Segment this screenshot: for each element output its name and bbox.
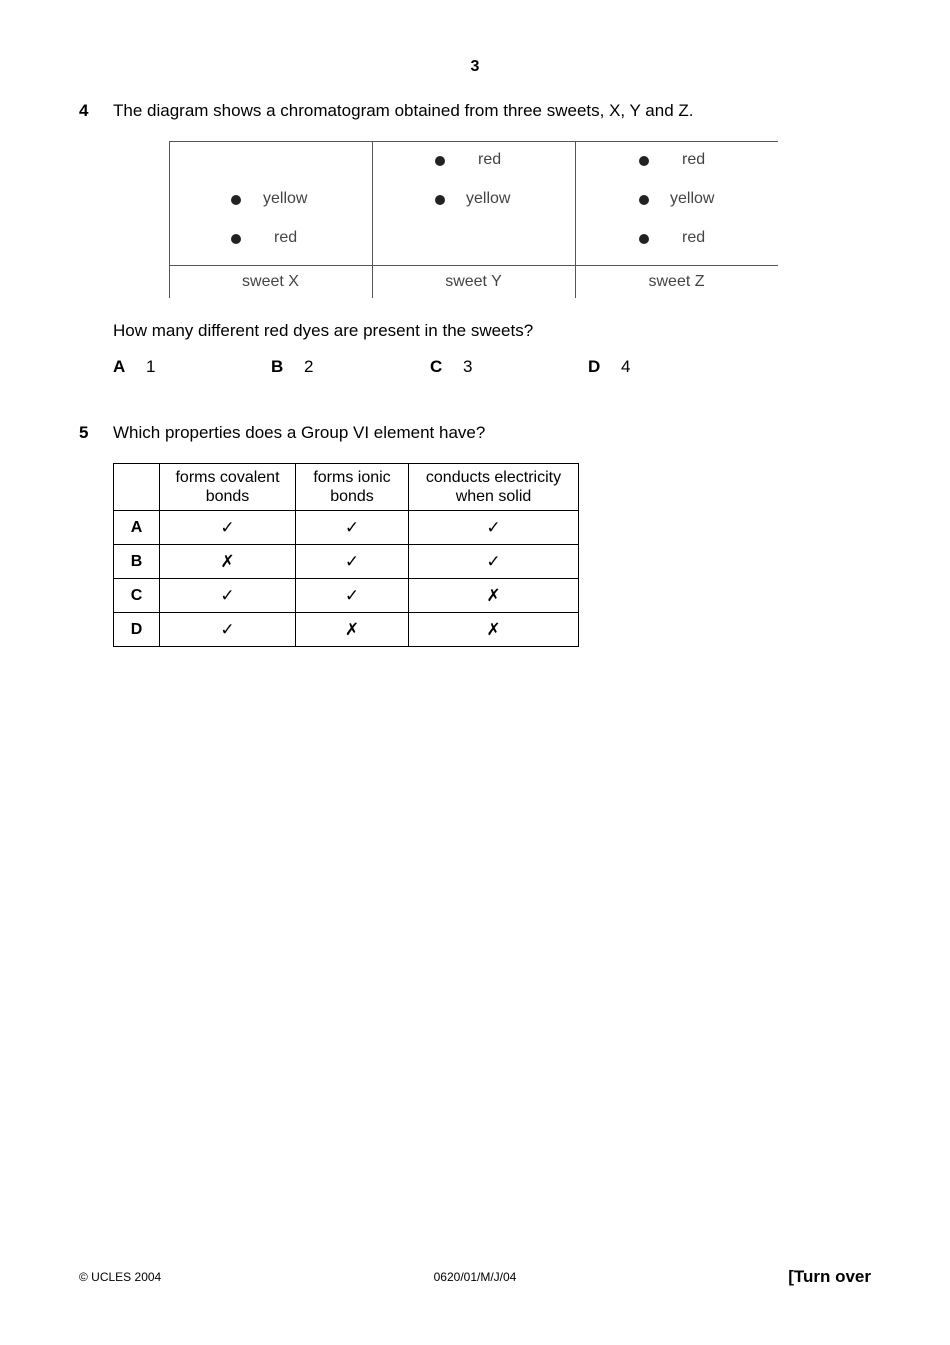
cell-a-conducts: ✓ [409, 511, 579, 545]
cell-b-conducts: ✓ [409, 545, 579, 579]
option-a-letter: A [113, 357, 126, 376]
sweet-x-yellow-spot [231, 195, 241, 205]
cell-d-covalent: ✓ [160, 613, 296, 647]
question-4-prompt: How many different red dyes are present in the sweets? [113, 321, 534, 340]
properties-header-row [114, 464, 579, 511]
table-row [114, 511, 579, 545]
properties-corner-cell [114, 464, 160, 511]
header-conducts-line-2: when solid [455, 488, 532, 505]
option-d-value: 4 [621, 357, 631, 376]
option-c[interactable] [430, 357, 472, 377]
page-number: 3 [470, 58, 480, 75]
turn-over-label: [Turn over [788, 1267, 871, 1286]
option-d[interactable] [588, 357, 630, 377]
cell-d-conducts: ✗ [409, 613, 579, 647]
cell-a-ionic: ✓ [296, 511, 409, 545]
sweet-x-red-spot [231, 234, 241, 244]
question-5-number: 5 [79, 423, 89, 442]
option-a[interactable] [113, 357, 155, 377]
question-5-text: Which properties does a Group VI element have? [113, 423, 486, 442]
row-label-d: D [114, 613, 160, 647]
header-ionic-line-1: forms ionic [313, 469, 391, 486]
header-ionic-line-2: bonds [330, 488, 374, 505]
row-label-b: B [114, 545, 160, 579]
option-d-letter: D [588, 357, 601, 376]
chromatogram-baseline [169, 265, 778, 266]
sweet-z-top-label: red [682, 151, 706, 168]
row-label-a: A [114, 511, 160, 545]
header-forms-ionic-bonds [296, 464, 409, 511]
sweet-y-top-label: red [478, 151, 502, 168]
sweet-z-red-spot-top [639, 156, 649, 166]
sweet-z-red-spot-bottom [639, 234, 649, 244]
option-a-value: 1 [146, 357, 156, 376]
chromatogram [169, 141, 778, 298]
footer-paper-code: 0620/01/M/J/04 [433, 1270, 517, 1284]
header-conducts-line-1: conducts electricity [425, 469, 562, 486]
cell-c-covalent: ✓ [160, 579, 296, 613]
sweet-y-red-spot [435, 156, 445, 166]
sweet-y-label: sweet Y [445, 273, 502, 290]
header-conducts-electricity [409, 464, 579, 511]
row-label-c: C [114, 579, 160, 613]
sweet-y-upper-label: yellow [466, 190, 511, 207]
option-b-value: 2 [304, 357, 314, 376]
sweet-z-lower-label: red [682, 229, 706, 246]
header-covalent-line-1: forms covalent [175, 469, 280, 486]
sweet-z-yellow-spot [639, 195, 649, 205]
sweet-x-label: sweet X [242, 273, 299, 290]
option-b-letter: B [271, 357, 284, 376]
table-row [114, 579, 579, 613]
option-c-value: 3 [463, 357, 473, 376]
table-row [114, 545, 579, 579]
cell-b-ionic: ✓ [296, 545, 409, 579]
question-4-number: 4 [79, 101, 89, 120]
sweet-y-yellow-spot [435, 195, 445, 205]
sweet-x-lower-label: red [274, 229, 298, 246]
chromatogram-top-line [169, 141, 778, 142]
footer-copyright: © UCLES 2004 [79, 1270, 162, 1284]
sweet-x-upper-label: yellow [263, 190, 308, 207]
cell-b-covalent: ✗ [160, 545, 296, 579]
cell-c-ionic: ✓ [296, 579, 409, 613]
sweet-z-upper-label: yellow [670, 190, 715, 207]
properties-table [113, 463, 579, 647]
sweet-z-label: sweet Z [648, 273, 705, 290]
header-forms-covalent-bonds [160, 464, 296, 511]
option-c-letter: C [430, 357, 443, 376]
cell-d-ionic: ✗ [296, 613, 409, 647]
question-4-text: The diagram shows a chromatogram obtained from three sweets, X, Y and Z. [113, 101, 694, 120]
header-covalent-line-2: bonds [205, 488, 250, 505]
cell-a-covalent: ✓ [160, 511, 296, 545]
cell-c-conducts: ✗ [409, 579, 579, 613]
table-row [114, 613, 579, 647]
option-b[interactable] [271, 357, 313, 377]
